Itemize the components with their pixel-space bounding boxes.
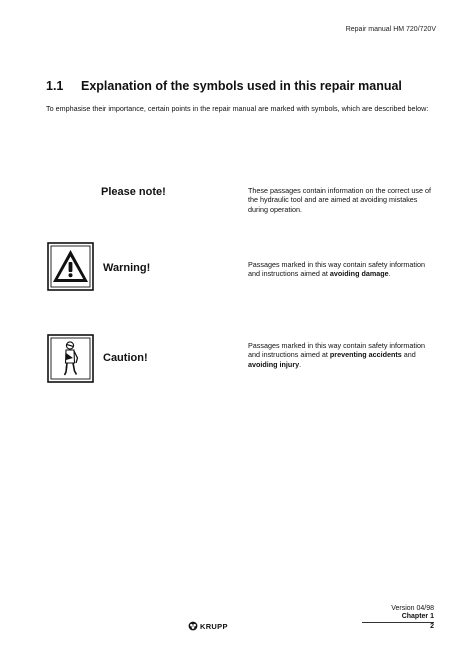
caution-description: Passages marked in this way contain safety information and instructions aimed at preventing accidents and avoiding injury. [248, 341, 425, 369]
warning-triangle-icon [47, 242, 94, 291]
intro-paragraph: To emphasise their importance, certain points in the repair manual are marked with symbols, which are described below: [46, 104, 429, 113]
warning-label: Warning! [103, 262, 151, 274]
section-number: 1.1 [46, 79, 64, 93]
warning-description: Passages marked in this way contain safety information and instructions aimed at avoiding damage. [248, 260, 425, 279]
section-heading [46, 79, 402, 93]
caution-label: Caution! [103, 352, 148, 364]
logo-text: KRUPP [200, 621, 228, 631]
section-title: Explanation of the symbols used in this repair manual [81, 79, 402, 93]
running-title: Repair manual HM 720/720V [345, 26, 436, 33]
krupp-rings-icon [188, 621, 198, 631]
please-note-label: Please note! [101, 186, 166, 198]
footer-divider [362, 622, 434, 623]
injured-person-icon [47, 334, 94, 383]
page-number: 2 [430, 623, 434, 630]
please-note-description: These passages contain information on the correct use of the hydraulic tool and are aimed at avoiding mistakes during operation. [248, 186, 431, 214]
footer-chapter: Chapter 1 [401, 613, 434, 620]
krupp-logo [188, 621, 228, 631]
footer-version: Version 04/98 [391, 605, 434, 612]
